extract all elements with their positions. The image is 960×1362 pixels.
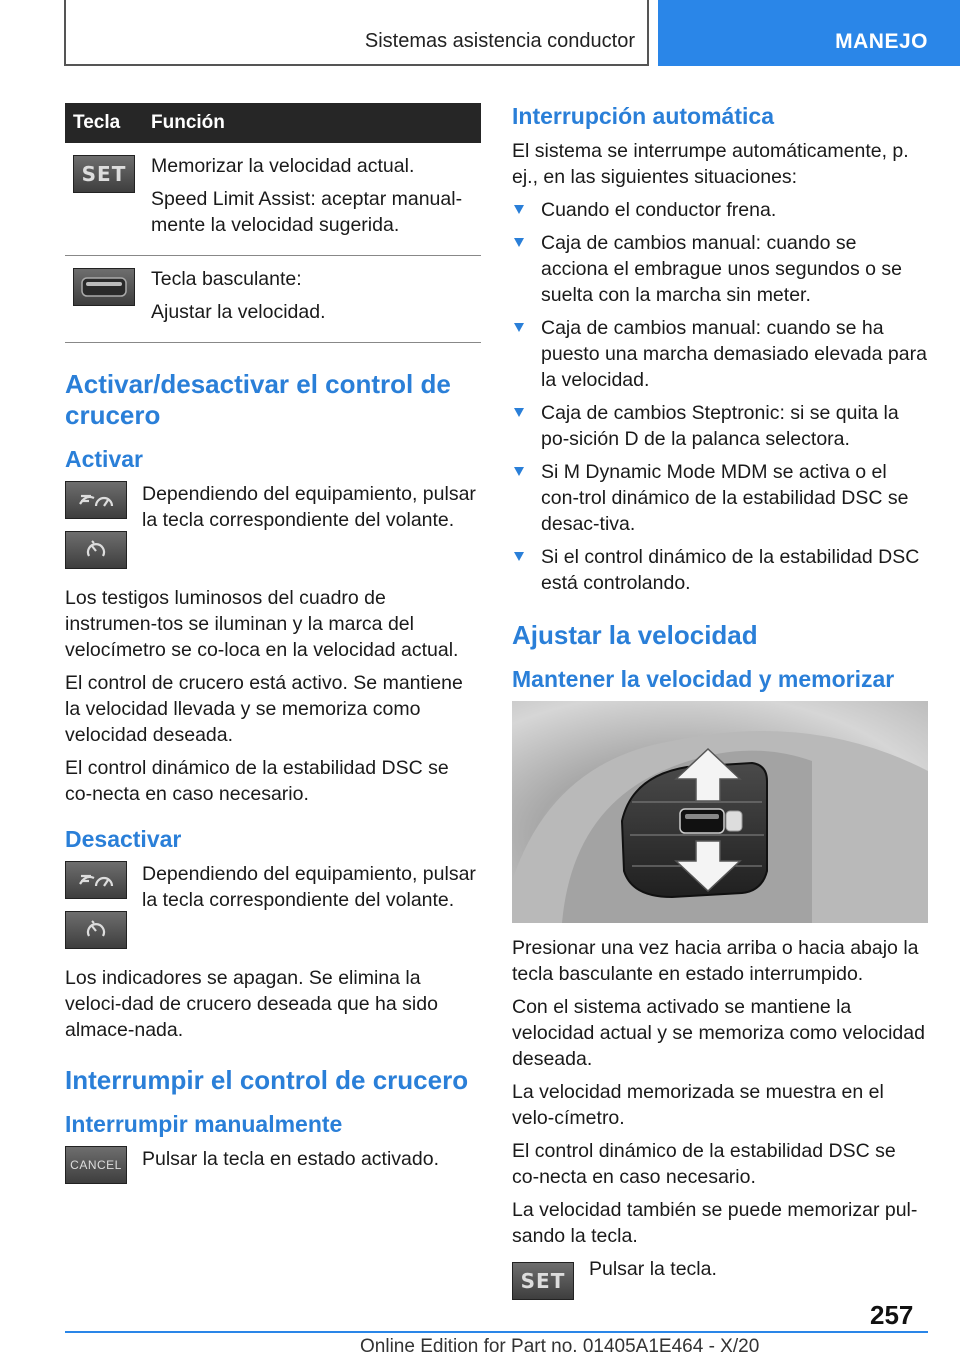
activate-paragraph: El control dinámico de la estabilidad DSC se co-necta en caso necesario. (65, 757, 449, 805)
table-cell-text: Tecla basculante: (151, 268, 302, 290)
left-column (65, 103, 481, 1196)
heading-interrupt: Interrumpir el control de crucero (65, 1065, 469, 1095)
activate-paragraph: El control de crucero está activo. Se mantiene la velocidad llevada y se memoriza como velocidad deseada. (65, 672, 463, 746)
adjust-paragraph: La velocidad memorizada se muestra en el velo-címetro. (512, 1081, 884, 1129)
deactivate-key-icons (65, 861, 142, 961)
footer-divider (65, 1331, 928, 1333)
page-header (0, 0, 960, 66)
speed-limiter-icon (65, 911, 127, 949)
speed-limiter-icon (65, 531, 127, 569)
activate-key-icons (65, 481, 142, 581)
steering-wheel-illustration (512, 701, 928, 923)
table-row (65, 143, 481, 256)
table-header-row (65, 103, 481, 143)
list-item: Si M Dynamic Mode MDM se activa o el con-trol dinámico de la estabilidad DSC se desac-tiva. (512, 459, 928, 537)
deactivate-instruction: Dependiendo del equipamiento, pulsar la tecla correspondiente del volante. (142, 863, 476, 911)
adjust-paragraph: Con el sistema activado se mantiene la velocidad actual y se memoriza como velocidad deseada. (512, 996, 925, 1070)
heading-activate-deactivate: Activar/desactivar el control de crucero (65, 369, 451, 430)
interrupt-key-icons (65, 1146, 142, 1196)
deactivate-instruction-block (142, 861, 481, 920)
right-column (512, 102, 928, 1312)
speed-limiter-glyph (81, 917, 111, 943)
cruise-control-glyph (76, 488, 116, 512)
heading-adjust-speed: Ajustar la velocidad (512, 620, 758, 650)
rocker-switch-icon (73, 268, 135, 306)
rocker-switch-glyph (79, 274, 129, 300)
list-item: Caja de cambios Steptronic: si se quita la po-sición D de la palanca selectora. (512, 400, 928, 452)
cancel-key-icon (65, 1146, 127, 1184)
interrupt-instruction: Pulsar la tecla en estado activado. (142, 1148, 440, 1170)
table-cell-key (65, 256, 143, 343)
heading-auto-interrupt: Interrupción automática (512, 103, 774, 129)
table-cell-function (143, 143, 481, 256)
section-header-box (64, 0, 649, 66)
table-row (65, 256, 481, 343)
heading-keep-and-store: Mantener la velocidad y memorizar (512, 666, 895, 692)
cruise-control-icon (65, 861, 127, 899)
adjust-paragraph: La velocidad también se puede memorizar pul-sando la tecla. (512, 1199, 918, 1247)
list-item: Caja de cambios manual: cuando se acciona el embrague unos segundos o se suelta con la marcha sin meter. (512, 230, 928, 308)
speed-limiter-glyph (81, 537, 111, 563)
activate-instruction: Dependiendo del equipamiento, pulsar la tecla correspondiente del volante. (142, 483, 476, 531)
table-cell-text: Memorizar la velocidad actual. (151, 155, 415, 177)
section-title: Sistemas asistencia conductor (364, 30, 635, 52)
auto-interrupt-list (512, 197, 928, 596)
table-cell-function (143, 256, 481, 343)
heading-deactivate: Desactivar (65, 826, 182, 852)
steering-wheel-photo (512, 701, 928, 923)
heading-activate: Activar (65, 446, 143, 472)
chapter-tab[interactable] (658, 0, 960, 66)
activate-paragraph: Los testigos luminosos del cuadro de instrumen-tos se iluminan y la marca del velocímetro se co-loca en la velocidad actual. (65, 587, 459, 661)
set-key-icon (73, 155, 135, 193)
set-key-icons (512, 1262, 589, 1312)
table-header-key: Tecla (65, 103, 143, 143)
chapter-tab-label: MANEJO (835, 30, 928, 53)
table-cell-text: Speed Limit Assist: aceptar manual-mente la velocidad sugerida. (151, 188, 463, 236)
set-instruction: Pulsar la tecla. (589, 1258, 717, 1280)
set-key-label: SET (81, 162, 127, 186)
table-header-function: Función (143, 103, 481, 143)
set-key-icon (512, 1262, 574, 1300)
edition-text: Online Edition for Part no. 01405A1E464 - X/20 (360, 1336, 760, 1357)
heading-interrupt-manual: Interrumpir manualmente (65, 1111, 343, 1137)
deactivate-paragraph: Los indicadores se apagan. Se elimina la veloci-dad de crucero deseada que ha sido almace-nada. (65, 967, 438, 1041)
set-instruction-block (589, 1256, 928, 1289)
adjust-paragraph: El control dinámico de la estabilidad DSC se co-necta en caso necesario. (512, 1140, 896, 1188)
adjust-paragraph: Presionar una vez hacia arriba o hacia abajo la tecla basculante en estado interrumpido. (512, 937, 919, 985)
page-number: 257 (870, 1300, 914, 1330)
cruise-control-icon (65, 481, 127, 519)
list-item: Caja de cambios manual: cuando se ha puesto una marcha demasiado elevada para la velocidad. (512, 315, 928, 393)
set-key-label: SET (520, 1269, 566, 1293)
auto-interrupt-intro: El sistema se interrumpe automáticamente, p. ej., en las siguientes situaciones: (512, 140, 909, 188)
list-item: Cuando el conductor frena. (512, 197, 928, 223)
table-cell-text: Ajustar la velocidad. (151, 301, 326, 323)
table-cell-key (65, 143, 143, 256)
cruise-control-glyph (76, 868, 116, 892)
activate-instruction-block (142, 481, 481, 540)
list-item: Si el control dinámico de la estabilidad DSC está controlando. (512, 544, 928, 596)
key-function-table (65, 103, 481, 343)
cancel-key-label: CANCEL (70, 1158, 122, 1172)
interrupt-instruction-block (142, 1146, 481, 1179)
